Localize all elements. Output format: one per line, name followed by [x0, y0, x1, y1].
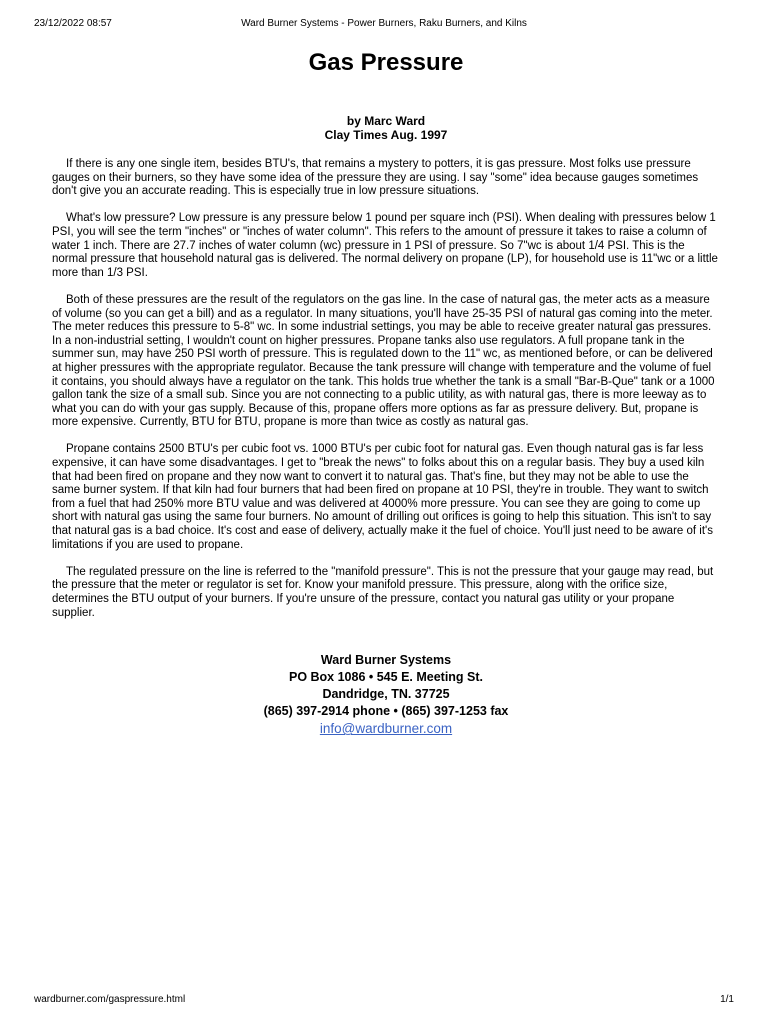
address-line: PO Box 1086 • 545 E. Meeting St.	[288, 670, 484, 685]
paragraph-3: Both of these pressures are the result of the regulators on the gas line. In the case of natural gas, the meter acts as a measure of volume (so you can get a bill) and as a regulator. In many situations, you'll have 25-35 PSI of natural gas coming into the meter. The meter reduces this pressure to 5-8" wc. In some industrial settings, you may be able to receive greater natural gas pressures. In a non-industrial setting, I wouldn't count on higher pressures. Propane tanks also use regulators. A full propane tank in the summer sun, may have 250 PSI worth of pressure. This is regulated down to the 11" wc, as mentioned before, or can be delivered at higher pressures with the appropriate regulator. Because the tank pressure will change with temperature and the volume of fuel it contains, you should always have a regulator on the tank. This holds true whether the tank is a small "Bar-B-Que" tank or a 1000 gallon tank the size of a small sub. Since you are not connecting to a public utility, as with natural gas, there is more leeway as to what you can do with your gas supply. Because of this, propane offers more options as far as pressure delivery. But, propane is more expensive. Currently, BTU for BTU, propane is more than twice as costly as natural gas.	[52, 293, 715, 429]
print-footer	[34, 994, 734, 1008]
phone-line: (865) 397-2914 phone • (865) 397-1253 fax	[263, 704, 509, 719]
article	[52, 44, 720, 738]
email-link[interactable]: info@wardburner.com	[319, 721, 453, 737]
paragraph-1: If there is any one single item, besides BTU's, that remains a mystery to potters, it is gas pressure. Most folks use pressure gauges on their burners, so they have some idea of the pressure they are using. I say "some" idea because gauges sometimes don't give you an accurate reading. This is especially true in low pressure situations.	[52, 158, 699, 198]
article-body	[52, 158, 720, 620]
print-url: wardburner.com/gaspressure.html	[34, 994, 186, 1005]
paragraph-4: Propane contains 2500 BTU's per cubic foot vs. 1000 BTU's per cubic foot for natural gas. Even though natural gas is far less expensive, it can have some disadvantages. I get to "break the news" to folks about this on a regular basis. They buy a used kiln that had been fired on propane and they now want to convert it to natural gas. That's fine, but they may not be able to use the same burner system. If that kiln had four burners that had been fired on propane at 10 PSI, they're in trouble. They want to switch from a fuel that had 250% more BTU value and was delivered at 4000% more pressure. You can see they are going to come up short with natural gas using the same four burners. No amount of drilling out orifices is going to help this situation. This isn't to say that natural gas is a bad choice. It's cost and ease of delivery, actually make it the fuel of choice. You'll just need to be aware of it's limitations if you are used to propane.	[52, 443, 713, 551]
page-count: 1/1	[720, 994, 734, 1005]
print-datetime: 23/12/2022 08:57	[34, 18, 112, 29]
publication-line: Clay Times Aug. 1997	[324, 128, 448, 142]
paragraph-2: What's low pressure? Low pressure is any pressure below 1 pound per square inch (PSI). When dealing with pressures below 1 PSI, you will see the term "inches" or "inches of water column". This refers to the amount of pressure it takes to raise a column of water 1 inch. There are 27.7 inches of water column (wc) pressure in 1 PSI of pressure. So 7"wc is about 1/4 PSI. This is the normal pressure that household natural gas is delivered. The normal delivery on propane (LP), for household use is 11"wc or a little more than 1/3 PSI.	[52, 212, 718, 279]
contact-block	[52, 652, 720, 738]
city-line: Dandridge, TN. 37725	[322, 687, 450, 702]
print-page-title: Ward Burner Systems - Power Burners, Raku Burners, and Kilns	[241, 18, 527, 29]
company-name: Ward Burner Systems	[320, 653, 452, 668]
byline	[52, 114, 720, 142]
author-line: by Marc Ward	[346, 114, 426, 128]
article-title: Gas Pressure	[308, 49, 464, 76]
paragraph-5: The regulated pressure on the line is referred to the "manifold pressure". This is not the pressure that your gauge may read, but the pressure that the meter or regulator is set for. Know your manifold pressure. This pressure, along with the orifice size, determines the BTU output of your burners. If you're unsure of the pressure, contact you natural gas utility or your propane supplier.	[52, 565, 714, 619]
print-header	[34, 18, 734, 32]
